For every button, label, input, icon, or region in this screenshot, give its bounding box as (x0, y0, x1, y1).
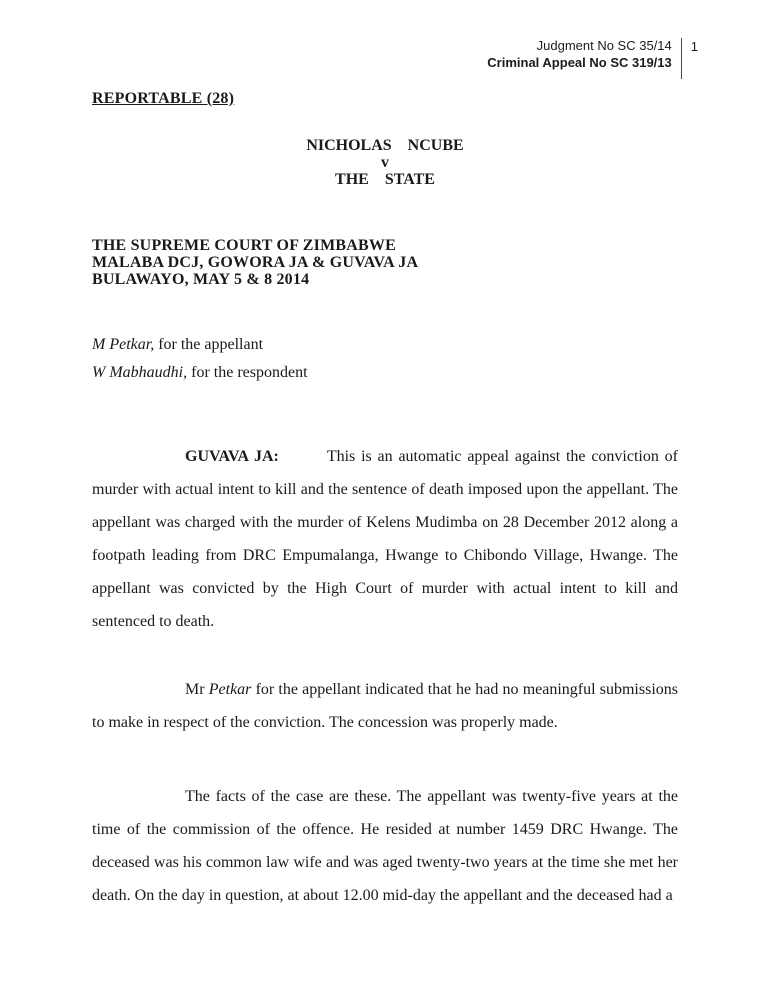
counsel-respondent-line (92, 359, 308, 387)
page-number: 1 (690, 39, 698, 54)
judgment-paragraph-3 (92, 780, 678, 912)
judgment-paragraph-2 (92, 673, 678, 739)
counsel-appellant-line (92, 331, 308, 359)
paragraph-3-text: The facts of the case are these. The appellant was twenty-five years at the time of the commission of the offence. He resided at number 1459 DRC Hwange. The deceased was his common law wife and was aged twenty-two years at the time she met her death. On the day in question, at about 12.00 mid-day the appellant and the deceased had a (92, 788, 678, 904)
respondent-name: THE STATE (335, 171, 435, 188)
reportable-heading: REPORTABLE (28) (92, 90, 235, 107)
judgment-paragraph-1 (92, 440, 678, 638)
court-block (92, 237, 418, 288)
judge-name-lead: GUVAVA JA: (185, 448, 279, 465)
running-header (487, 37, 698, 79)
judgment-number: Judgment No SC 35/14 (536, 38, 672, 53)
paragraph-2-text: for the appellant indicated that he had no meaningful submissions to make in respect of the conviction. The concession was properly made. (92, 681, 678, 731)
versus-marker: v (381, 154, 389, 171)
counsel-appellant-role: for the appellant (154, 336, 264, 353)
appeal-number: Criminal Appeal No SC 319/13 (487, 55, 672, 70)
counsel-appellant-name: M Petkar, (92, 336, 155, 353)
venue-date-line: BULAWAYO, MAY 5 & 8 2014 (92, 271, 310, 288)
case-title-block (92, 137, 678, 188)
paragraph-2-pre: Mr (185, 681, 209, 698)
counsel-respondent-name: W Mabhaudhi, (92, 364, 188, 381)
header-divider-line (681, 38, 682, 79)
counsel-block (92, 331, 308, 387)
appellant-name: NICHOLAS NCUBE (306, 137, 464, 154)
judges-line: MALABA DCJ, GOWORA JA & GUVAVA JA (92, 254, 419, 271)
court-name: THE SUPREME COURT OF ZIMBABWE (92, 237, 396, 254)
paragraph-1-text: This is an automatic appeal against the conviction of murder with actual intent to kill and the sentence of death imposed upon the appellant. The appellant was charged with the murder of Kelens Mudimba on 28 December 2012 along a footpath leading from DRC Empumalanga, Hwange to Chibondo Village, Hwange. The appellant was convicted by the High Court of murder with actual intent to kill and sentenced to death. (92, 448, 678, 630)
paragraph-2-counsel-name: Petkar (208, 681, 252, 698)
counsel-respondent-role: for the respondent (187, 364, 308, 381)
header-case-numbers (487, 37, 671, 71)
